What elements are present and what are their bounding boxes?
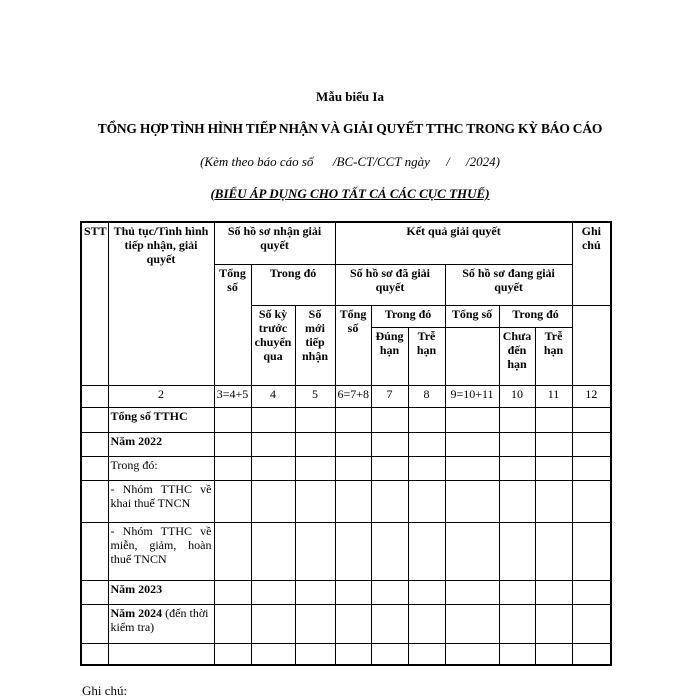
header-received: Số hồ sơ nhận giải quyết <box>214 222 335 264</box>
header-received-total: Tổng số <box>214 264 251 385</box>
header-in-progress-of-which: Trong đó <box>499 305 572 327</box>
col-number: 3=4+5 <box>214 385 251 407</box>
header-late: Trễ hạn <box>408 327 445 385</box>
header-resolved: Số hồ sơ đã giải quyết <box>335 264 445 305</box>
col-number: 8 <box>408 385 445 407</box>
col-number <box>81 385 108 407</box>
col-number: 5 <box>295 385 335 407</box>
row-label: - Nhóm TTHC về khai thuế TNCN <box>108 480 214 522</box>
header-resolved-total: Tổng số <box>335 305 371 385</box>
header-procedure: Thủ tục/Tình hình tiếp nhận, giải quyết <box>108 222 214 385</box>
table-row <box>81 456 611 480</box>
row-label: Tổng số TTHC <box>108 407 214 432</box>
table-row <box>81 432 611 456</box>
header-stt: STT <box>81 222 108 385</box>
header-resolved-of-which: Trong đó <box>371 305 445 327</box>
header-blank <box>445 327 499 385</box>
row-label-note: (đến thời kiểm tra) <box>110 605 209 634</box>
document-subtitle: (Kèm theo báo cáo số /BC-CT/CCT ngày / /2024) <box>200 154 500 169</box>
col-number: 11 <box>535 385 572 407</box>
header-note: Ghi chú <box>572 222 611 305</box>
table-row <box>81 604 611 643</box>
header-result: Kết quả giải quyết <box>335 222 572 264</box>
report-table <box>80 221 612 666</box>
header-received-of-which: Trong đó <box>251 264 335 305</box>
col-number: 9=10+11 <box>445 385 499 407</box>
header-not-due: Chưa đến hạn <box>499 327 535 385</box>
col-number: 7 <box>371 385 408 407</box>
table-row <box>81 480 611 522</box>
header-in-progress: Số hồ sơ đang giải quyết <box>445 264 572 305</box>
row-label: Trong đó: <box>108 456 214 480</box>
row-label: Năm 2022 <box>108 432 214 456</box>
header-late-in-progress: Trễ hạn <box>535 327 572 385</box>
notes-label: Ghi chú: <box>82 683 128 698</box>
header-note-blank <box>572 305 611 385</box>
header-new-received: Số mới tiếp nhận <box>295 305 335 385</box>
col-number: 2 <box>108 385 214 407</box>
header-on-time: Đúng hạn <box>371 327 408 385</box>
document-title: TỔNG HỢP TÌNH HÌNH TIẾP NHẬN VÀ GIẢI QUYẾT TTHC TRONG KỲ BÁO CÁO <box>97 121 603 136</box>
col-number: 12 <box>572 385 611 407</box>
form-code: Mẫu biểu Ia <box>316 89 384 104</box>
row-label <box>108 604 214 643</box>
row-label-year: Năm 2024 <box>110 605 163 620</box>
table-row <box>81 407 611 432</box>
row-label: Năm 2023 <box>108 580 214 604</box>
row-label: - Nhóm TTHC về miễn, giảm, hoàn thuế TNCN <box>108 522 214 580</box>
col-number: 10 <box>499 385 535 407</box>
row-label <box>108 643 214 665</box>
col-number: 4 <box>251 385 295 407</box>
header-in-progress-total: Tổng số <box>445 305 499 327</box>
table-row <box>81 522 611 580</box>
table-row <box>81 580 611 604</box>
col-number: 6=7+8 <box>335 385 371 407</box>
header-prev-period: Số kỳ trước chuyển qua <box>251 305 295 385</box>
table-row <box>81 643 611 665</box>
scope-note: (BIỂU ÁP DỤNG CHO TẤT CẢ CÁC CỤC THUẾ) <box>210 186 490 201</box>
